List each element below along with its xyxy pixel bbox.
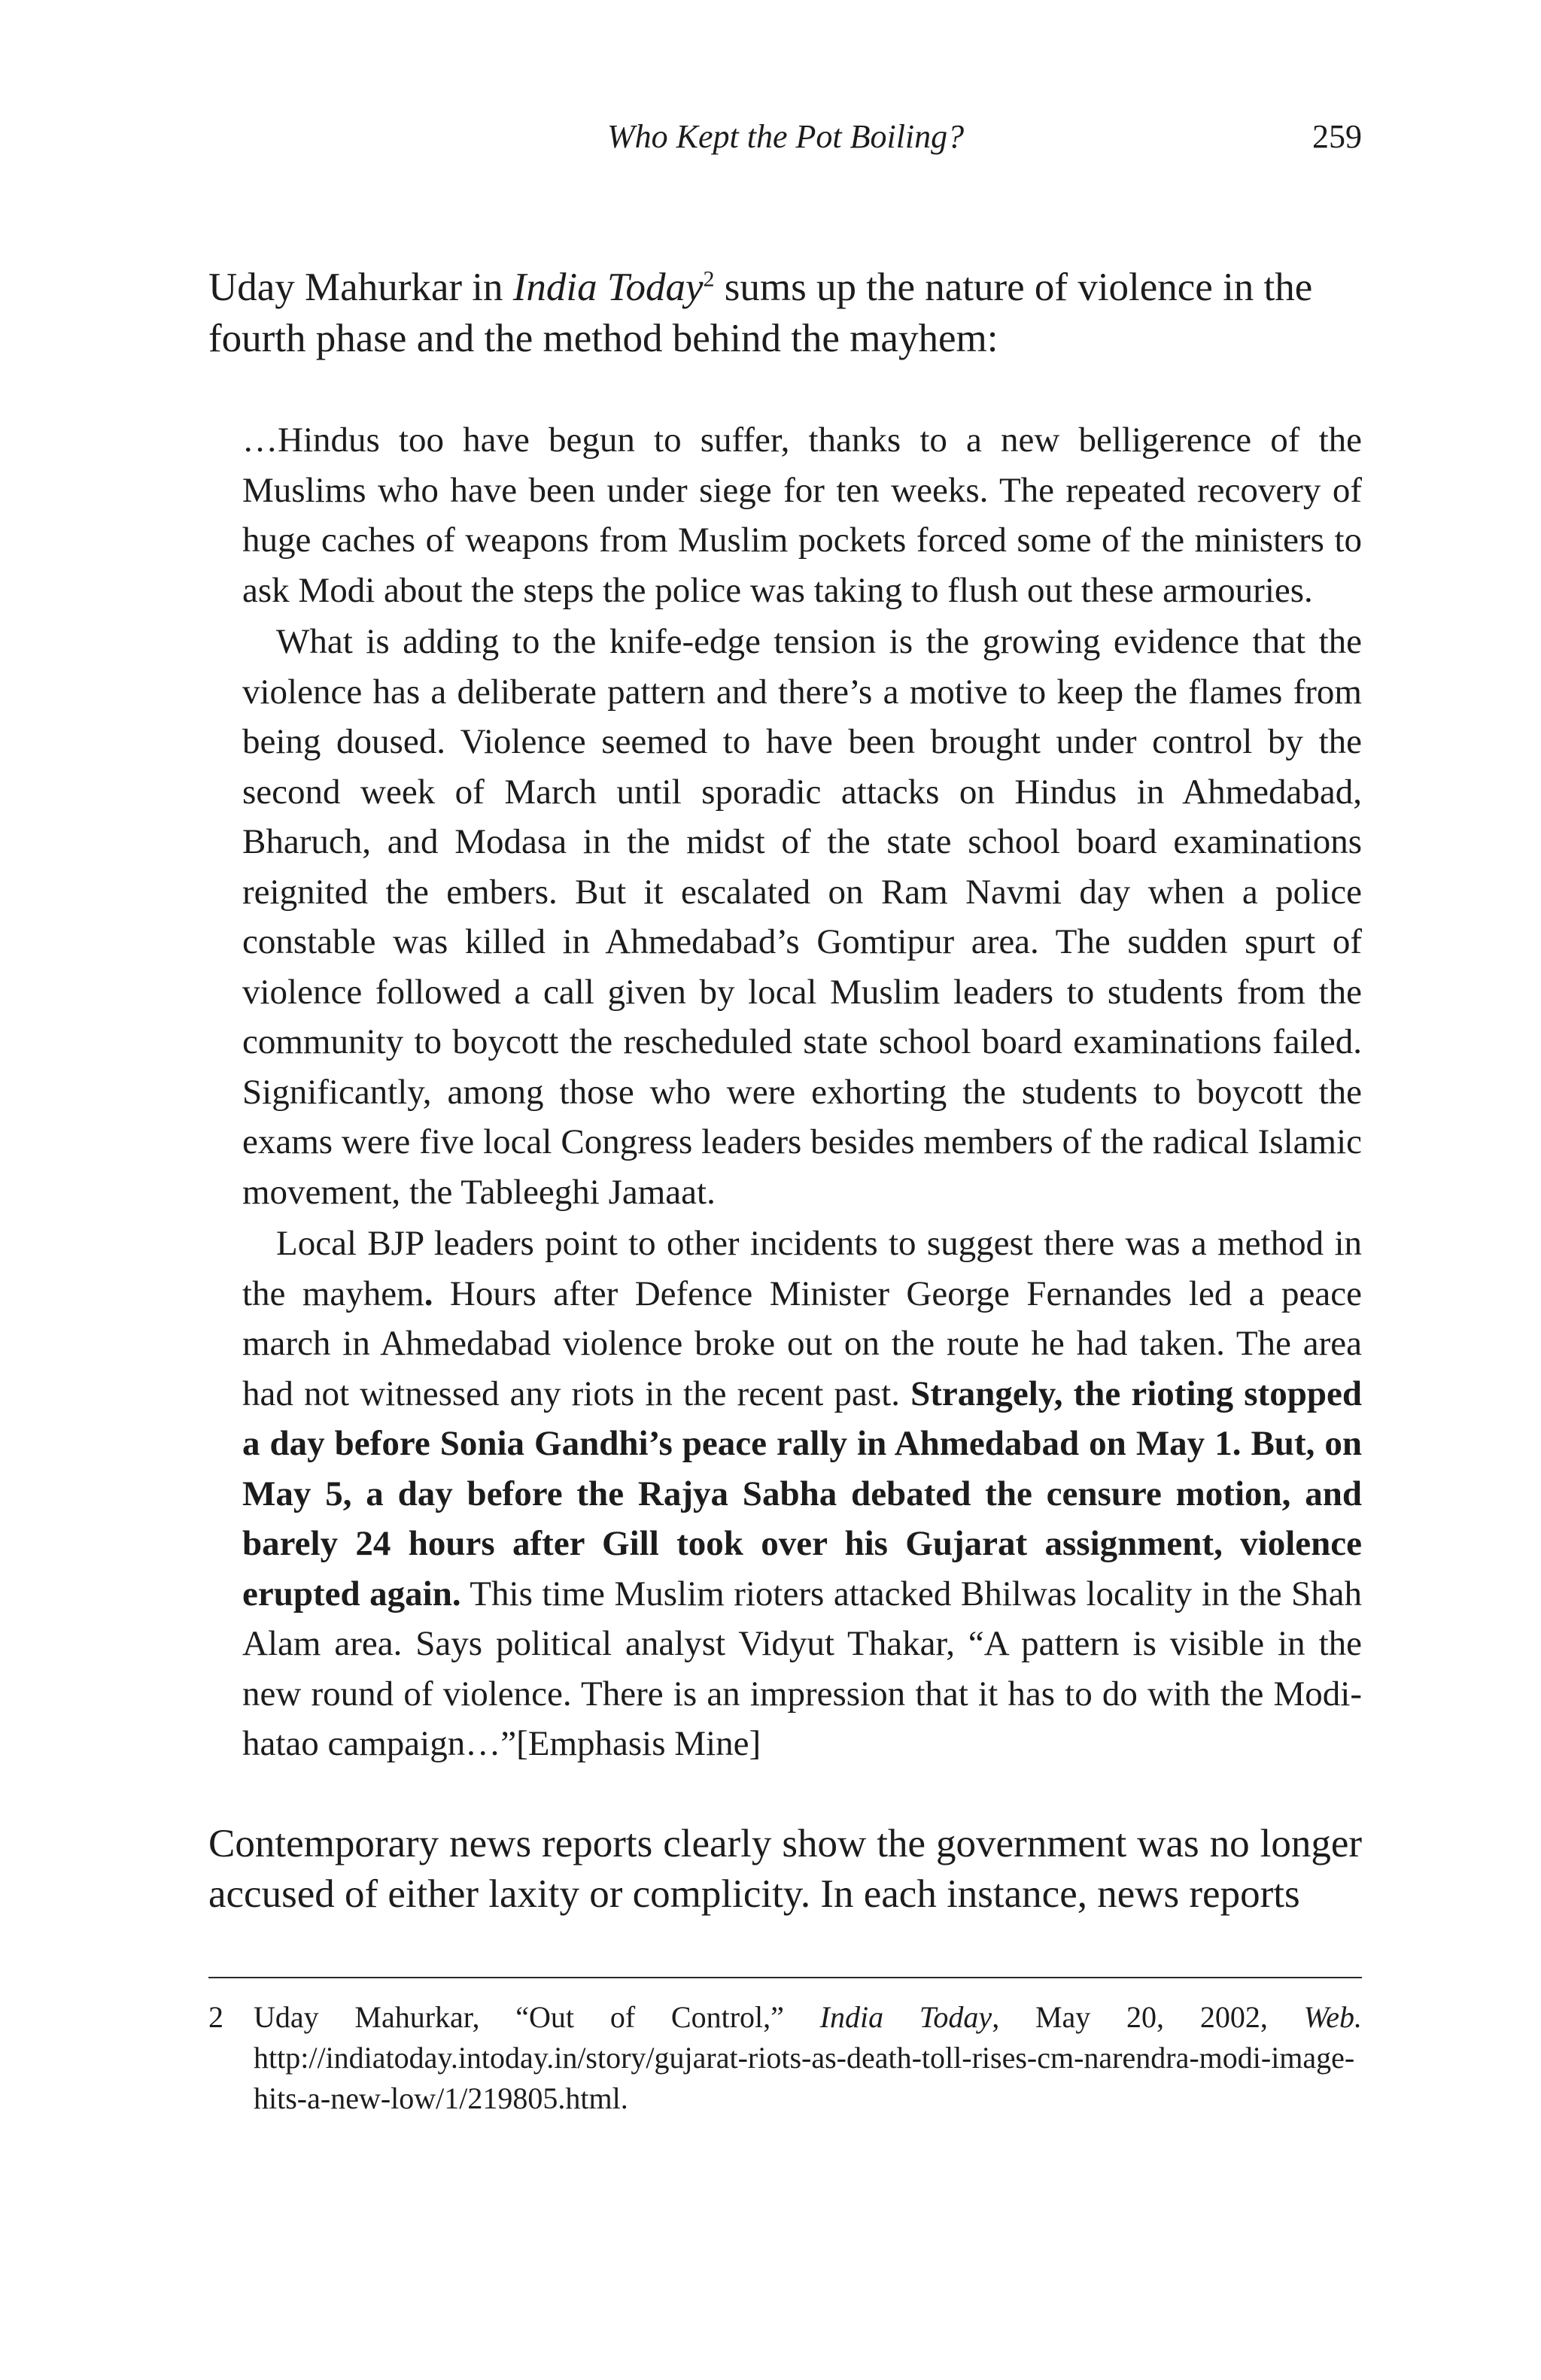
block-quote xyxy=(242,415,1362,1771)
book-page xyxy=(208,0,1362,2380)
intro-paragraph xyxy=(208,262,1362,364)
quote-emphasis: Strangely, the rioting stopped a day before Sonia Gandhi’s peace rally in Ahmedabad on May 1. But, on May 5, a day before the Rajya Sabha debated the censure motion, and barely 24 hours after Gill took over his Gujarat assignment, violence erupted again. xyxy=(242,1374,1362,1613)
intro-text-after: sums up the nature of violence in the fourth phase and the method behind the mayhem: xyxy=(208,266,1313,360)
quote-paragraph-2: What is adding to the knife-edge tension is the growing evidence that the violence has a deliberate pattern and there’s a motive to keep the flames from being doused. Violence seemed to have been brought under control by the second week of March until sporadic attacks on Hindus in Ahmedabad, Bharuch, and Modasa in the midst of the state school board examinations reignited the embers. But it escalated on Ram Navmi day when a police constable was killed in Ahmedabad’s Gomtipur area. The sudden spurt of violence followed a call given by local Muslim leaders to students from the community to boycott the rescheduled state school board examinations failed. Significantly, among those who were exhorting the students to boycott the exams were five local Congress leaders besides members of the radical Islamic movement, the Tableeghi Jamaat. xyxy=(242,622,1362,1212)
footnote-rule xyxy=(208,1977,1362,1978)
quote-paragraph-3-end: This time Muslim rioters attacked Bhilwas locality in the Shah Alam area. Says political analyst Vidyut Thakar, “A pattern is visible in the new round of violence. There is an impression that it has to do with the Modi-hatao campaign…”[Emphasis Mine] xyxy=(242,1574,1362,1763)
closing-paragraph: Contemporary news reports clearly show the government was no longer accused of either laxity or complicity. In each instance, news reports xyxy=(208,1822,1362,1916)
page-number: 259 xyxy=(1312,118,1362,155)
footnote-publication: India Today xyxy=(819,2000,992,2034)
footnote-url: http://indiatoday.intoday.in/story/gujarat-riots-as-death-toll-rises-cm-narendra-modi-image-hits-a-new-low/1/219805.html. xyxy=(254,2041,1355,2115)
quote-paragraph-3-mid: Hours after Defence Minister George Fernandes led a peace march in Ahmedabad violence broke out on the route he had taken. The area had not witnessed any riots in the recent past. xyxy=(242,1273,1362,1413)
footnote-date: , May 20, 2002, xyxy=(992,2000,1304,2034)
footnote-author: Uday Mahurkar, “Out of Control,” xyxy=(254,2000,820,2034)
running-header xyxy=(208,117,1362,162)
footnote-text xyxy=(254,1997,1362,2119)
footnote-reference: 2 xyxy=(703,266,715,292)
footnote-number: 2 xyxy=(208,2000,223,2034)
quote-paragraph-3-period: . xyxy=(424,1273,433,1313)
quote-paragraph-1: …Hindus too have begun to suffer, thanks to a new belligerence of the Muslims who have been under siege for ten weeks. The repeated recovery of huge caches of weapons from Muslim pockets forced some of the ministers to ask Modi about the steps the police was taking to flush out these armouries. xyxy=(242,420,1362,610)
intro-text-before: Uday Mahurkar in xyxy=(208,266,513,309)
footnote-web: Web. xyxy=(1303,2000,1362,2034)
running-title: Who Kept the Pot Boiling? xyxy=(607,118,965,155)
quote-paragraph-3-start: Local BJP leaders point to other incidents to suggest there was a method in the mayhem xyxy=(242,1224,1362,1313)
quote-paragraph-3 xyxy=(242,1219,1362,1769)
intro-publication: India Today xyxy=(512,266,704,309)
